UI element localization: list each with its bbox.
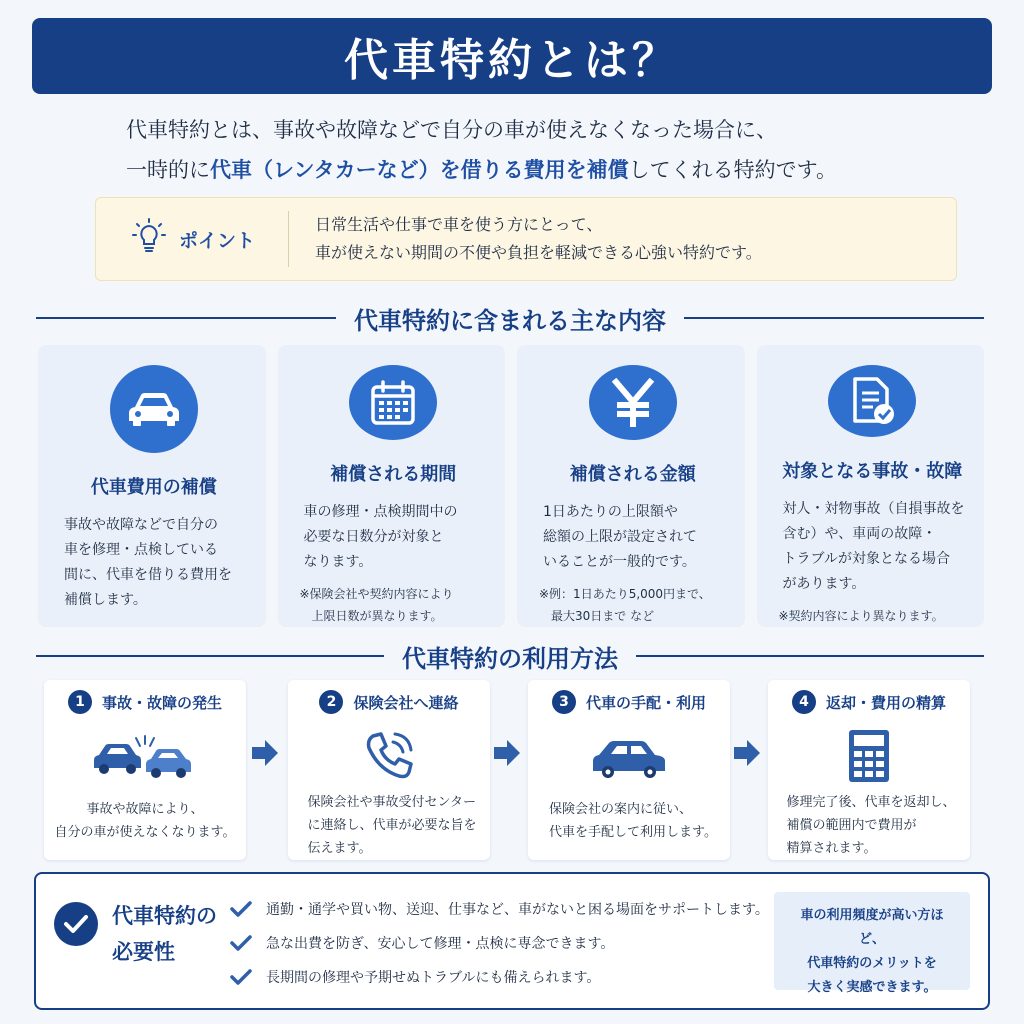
card-desc-line: 補償します。 — [64, 592, 147, 608]
page-title: 代車特約とは？ — [344, 35, 680, 86]
list-item — [230, 892, 770, 926]
arrow-right-icon — [734, 738, 762, 768]
intro-line-2-pre: 一時的に — [126, 158, 210, 182]
content-card-amount — [517, 345, 745, 627]
contents-heading: 代車特約に含まれる主な内容 — [354, 306, 666, 335]
step-text-line: 精算されます。 — [786, 841, 877, 856]
card-desc — [779, 497, 967, 597]
card-desc-line: 必要な日数分が対象と — [303, 529, 444, 545]
contents-section-heading — [36, 300, 984, 336]
card-desc-line: 事故や故障などで自分の — [64, 517, 218, 533]
card-note — [779, 605, 967, 627]
step-text-line: 事故や故障により、 — [86, 802, 204, 817]
card-desc — [300, 500, 488, 575]
card-desc-line: 総額の上限が設定されて — [543, 529, 697, 545]
intro-line-2 — [126, 150, 946, 190]
step-text — [295, 791, 482, 860]
card-note — [300, 583, 488, 627]
step-1 — [44, 680, 246, 860]
card-desc — [60, 513, 248, 613]
point-label-group — [96, 217, 288, 261]
list-item-text: 急な出費を防ぎ、安心して修理・点検に専念できます。 — [266, 936, 615, 952]
necessity-title-group — [54, 898, 217, 970]
arrow-right-icon — [494, 738, 522, 768]
checkmark-icon — [230, 934, 252, 952]
step-text-line: 代車を手配して利用します。 — [549, 825, 717, 840]
step-text — [49, 798, 242, 844]
step-title: 返却・費用の精算 — [825, 693, 946, 712]
usage-section-heading — [36, 638, 984, 674]
card-note-line: ※契約内容により異なります。 — [778, 609, 944, 623]
card-note-line: ※例：1日あたり5,000円まで、 — [539, 587, 711, 601]
calculator-icon — [847, 726, 891, 785]
lightbulb-icon — [129, 217, 169, 261]
step-2 — [288, 680, 490, 860]
heading-rule-right — [684, 317, 984, 319]
point-line-1: 日常生活や仕事で車を使う方にとって、 — [315, 215, 603, 234]
card-desc-line: トラブルが対象となる場合 — [782, 551, 950, 567]
step-number: 1 — [68, 690, 92, 714]
side-note-line: 大きく実感できます。 — [807, 980, 937, 995]
list-item-text: 通勤・通学や買い物、送迎、仕事など、車がないと困る場面をサポートします。 — [266, 902, 769, 918]
step-number: 2 — [319, 690, 343, 714]
card-note-line: ※保険会社や契約内容により — [299, 587, 454, 601]
point-box — [95, 197, 957, 281]
car-icon — [589, 726, 669, 792]
card-desc-line: なります。 — [303, 554, 373, 570]
card-desc-line: 1日あたりの上限額や — [543, 504, 678, 520]
list-item-text: 長期間の修理や予期せぬトラブルにも備えられます。 — [266, 970, 601, 986]
card-title: 補償される金額 — [569, 464, 696, 485]
card-desc-line: 間に、代車を借りる費用を — [64, 567, 232, 583]
intro-highlight: 代車（レンタカーなど）を借りる費用を補償 — [210, 158, 629, 182]
card-note-line: 上限日数が異なります。 — [311, 609, 443, 623]
arrow-right-icon — [252, 738, 280, 768]
necessity-side-note — [774, 892, 970, 995]
car-collision-icon — [90, 726, 200, 792]
step-text — [776, 791, 961, 860]
intro — [126, 110, 946, 190]
side-note-line: 車の利用頻度が高い方ほど、 — [800, 908, 944, 947]
step-text-line: に連絡し、代車が必要な旨を — [307, 818, 477, 833]
usage-steps — [44, 680, 984, 860]
step-title: 保険会社へ連絡 — [353, 693, 459, 712]
side-note-line: 代車特約のメリットを — [807, 956, 937, 971]
point-line-2: 車が使えない期間の不便や負担を軽減できる心強い特約です。 — [315, 243, 762, 262]
list-item — [230, 960, 770, 994]
step-title: 代車の手配・利用 — [585, 693, 706, 712]
step-text-line: 伝えます。 — [307, 841, 372, 856]
content-card-period — [278, 345, 506, 627]
heading-rule-left — [36, 317, 336, 319]
card-title: 対象となる事故・故障 — [782, 461, 963, 482]
usage-heading: 代車特約の利用方法 — [402, 644, 618, 673]
card-note-line: 最大30日まで など — [551, 609, 655, 623]
car-icon — [110, 365, 198, 453]
card-note — [539, 583, 727, 627]
step-number: 4 — [792, 690, 816, 714]
calendar-icon — [349, 365, 437, 440]
step-3 — [528, 680, 730, 860]
point-text — [289, 211, 762, 267]
checkmark-icon — [230, 900, 252, 918]
card-desc-line: 車を修理・点検している — [64, 542, 218, 558]
content-card-daisha-cost — [38, 345, 266, 627]
step-text-line: 保険会社の案内に従い、 — [549, 802, 693, 817]
title-banner — [32, 18, 992, 94]
step-number: 3 — [552, 690, 576, 714]
point-label: ポイント — [178, 229, 255, 252]
card-desc-line: 含む）や、車両の故障・ — [782, 526, 937, 542]
card-desc-line: 対人・対物事故（自損事故を — [782, 501, 965, 517]
intro-line-2-post: してくれる特約です。 — [628, 158, 837, 182]
card-desc-line: いることが一般的です。 — [543, 554, 696, 570]
card-title: 補償される期間 — [330, 464, 457, 485]
step-title: 事故・故障の発生 — [101, 693, 222, 712]
check-circle-icon — [54, 902, 98, 946]
necessity-title-line: 代車特約の — [112, 904, 217, 928]
contents-cards — [38, 345, 984, 627]
step-text — [535, 798, 723, 844]
necessity-title-line: 必要性 — [112, 940, 175, 964]
intro-line-1: 代車特約とは、事故や故障などで自分の車が使えなくなった場合に、 — [126, 118, 777, 142]
heading-rule-left — [36, 655, 384, 657]
step-text-line: 補償の範囲内で費用が — [786, 818, 917, 833]
step-text-line: 自分の車が使えなくなります。 — [54, 825, 236, 840]
step-text-line: 修理完了後、代車を返却し、 — [786, 795, 956, 810]
step-text-line: 保険会社や事故受付センター — [307, 795, 476, 810]
necessity-list — [230, 892, 770, 994]
card-title: 代車費用の補償 — [90, 477, 217, 498]
list-item — [230, 926, 770, 960]
content-card-target — [757, 345, 985, 627]
necessity-title — [112, 898, 217, 970]
card-desc-line: があります。 — [782, 576, 866, 592]
step-4 — [768, 680, 970, 860]
document-check-icon — [828, 365, 916, 437]
yen-icon — [589, 365, 677, 440]
necessity-box — [34, 872, 990, 1010]
heading-rule-right — [636, 655, 984, 657]
card-desc — [539, 500, 727, 575]
card-desc-line: 車の修理・点検期間中の — [303, 504, 458, 520]
phone-icon — [361, 726, 417, 785]
checkmark-icon — [230, 968, 252, 986]
